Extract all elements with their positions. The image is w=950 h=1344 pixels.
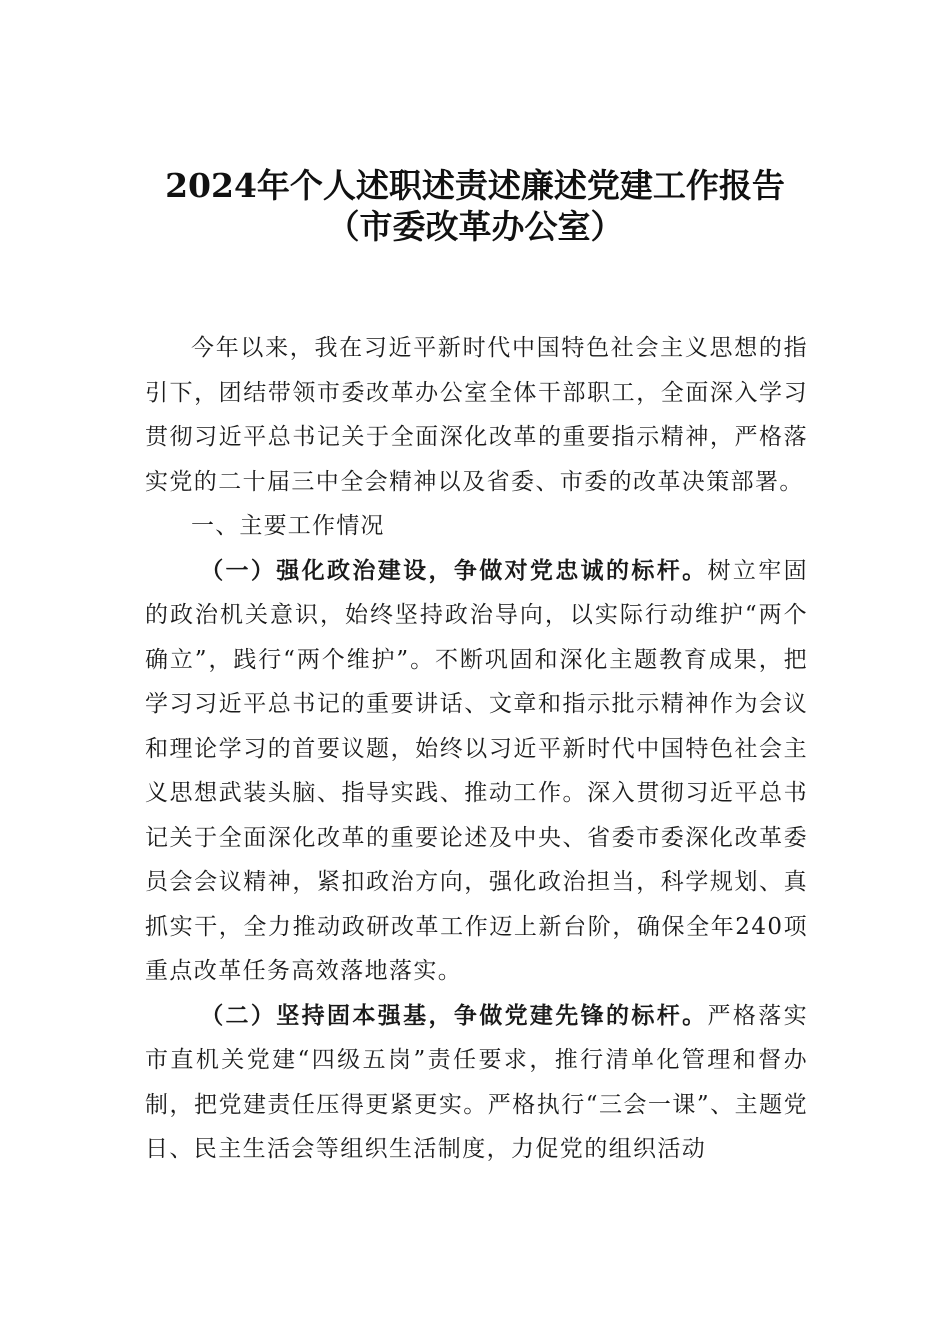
- item-1-text: 树立牢固的政治机关意识，始终坚持政治导向，以实际行动维护“两个确立”，践行“两个维护”。不断巩固和深化主题教育成果，把学习习近平总书记的重要讲话、文章和指示批示精神作为会议和理论学习的首要议题，始终以习近平新时代中国特色社会主义思想武装头脑、指导实践、推动工作。深入贯彻习近平总书记关于全面深化改革的重要论述及中央、省委市委深化改革委员会会议精神，紧扣政治方向，强化政治担当，科学规划、真抓实干，全力推动政研改革工作迈上新台阶，确保全年240项重点改革任务高效落地落实。: [145, 557, 808, 984]
- paragraph-item-2: [145, 994, 808, 1172]
- document-title: 2024年个人述职述责述廉述党建工作报告: [165, 166, 785, 205]
- item-1-lead: （一）强化政治建设，争做对党忠诚的标杆。: [200, 556, 708, 584]
- document-body: [145, 326, 808, 1172]
- item-2-text: 严格落实市直机关党建“四级五岗”责任要求，推行清单化管理和督办制，把党建责任压得更紧更实。严格执行“三会一课”、主题党日、民主生活会等组织生活制度，力促党的组织活动: [145, 1002, 808, 1162]
- paragraph-item-1: [145, 549, 808, 994]
- intro-paragraph: 今年以来，我在习近平新时代中国特色社会主义思想的指引下，团结带领市委改革办公室全体干部职工，全面深入学习贯彻习近平总书记关于全面深化改革的重要指示精神，严格落实党的二十届三中全会精神以及省委、市委的改革决策部署。: [145, 335, 808, 495]
- item-2-lead: （二）坚持固本强基，争做党建先锋的标杆。: [200, 1001, 708, 1029]
- section-heading-main-work: 一、主要工作情况: [191, 513, 385, 539]
- document-subtitle: （市委改革办公室）: [326, 207, 624, 246]
